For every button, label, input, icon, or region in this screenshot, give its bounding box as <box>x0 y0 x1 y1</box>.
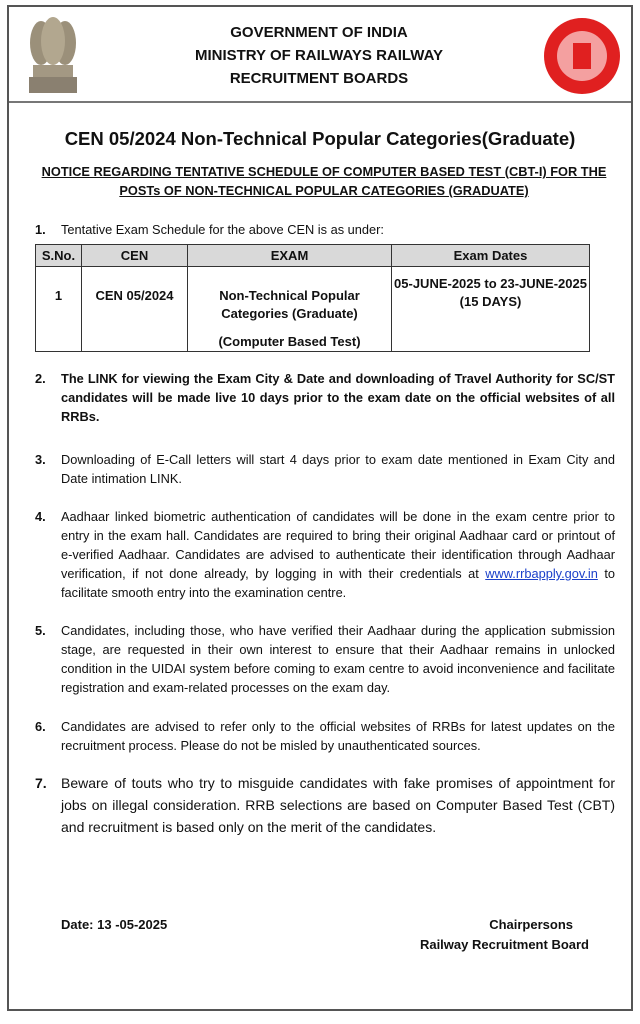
item-7 <box>35 772 615 838</box>
table-row <box>36 267 590 352</box>
item-text: Downloading of E-Call letters will start 4 days prior to exam date mentioned in Exam City and Date intimation LINK. <box>61 452 615 486</box>
exam-mode: (Computer Based Test) <box>218 334 361 349</box>
item-text <box>61 507 615 602</box>
item-number: 6. <box>35 719 46 734</box>
item-text: The LINK for viewing the Exam City & Date and downloading of Travel Authority for SC/ST candidates will be made live 10 days prior to the exam date on the official websites of all RRBs. <box>61 371 615 424</box>
item-text: Candidates, including those, who have verified their Aadhaar during the application submission stage, are requested in their own interest to ensure that their Aadhaar remains in unlocked condition in the UIDAI system before coming to exam centre to avoid inconvenience and facilitate registration and exam-related processes on the exam day. <box>61 623 615 695</box>
item-number: 7. <box>35 775 47 791</box>
signature-block <box>389 915 589 955</box>
cell-exam <box>188 267 392 352</box>
item-number: 3. <box>35 452 46 467</box>
item-5 <box>35 621 615 697</box>
item-6 <box>35 717 615 755</box>
item-text-before: Aadhaar linked biometric authentication of candidates will be done in the exam centre prior to entry in the exam hall. Candidates are required to bring their original Aadhaar card or printout of e-verified Aadhaar. Candidates are advised to authenticate their identification through Aadhaar verification, if not done already, by logging in with their credentials at <box>61 509 615 581</box>
item-1 <box>35 220 615 239</box>
exam-schedule-table <box>35 244 590 352</box>
header-line-3: RECRUITMENT BOARDS <box>229 70 409 87</box>
notice-document <box>7 5 633 1011</box>
item-text: Beware of touts who try to misguide candidates with fake promises of appointment for jobs on illegal consideration. RRB selections are based on Computer Based Test (CBT) and recruitment is based only on the merit of the candidates. <box>61 775 615 835</box>
cell-cen: CEN 05/2024 <box>82 267 188 352</box>
col-header: EXAM <box>188 245 392 267</box>
letterhead <box>9 7 631 103</box>
cell-dates <box>392 267 590 352</box>
col-header: CEN <box>82 245 188 267</box>
item-text-after: to facilitate smooth entry into the examination centre. <box>61 566 615 600</box>
exam-name: Non-Technical Popular Categories (Graduate) <box>219 288 360 321</box>
item-text: Tentative Exam Schedule for the above CEN is as under: <box>61 222 384 237</box>
cell-sno: 1 <box>36 267 82 352</box>
item-number: 4. <box>35 509 46 524</box>
header-line-1: GOVERNMENT OF INDIA <box>230 24 408 41</box>
board-name: Railway Recruitment Board <box>419 937 589 952</box>
item-number: 5. <box>35 623 46 638</box>
col-header: Exam Dates <box>392 245 590 267</box>
exam-days: (15 DAYS) <box>459 294 522 309</box>
header-line-2: MINISTRY OF RAILWAYS RAILWAY <box>194 47 444 64</box>
col-header: S.No. <box>36 245 82 267</box>
indian-railways-logo-icon <box>543 17 621 95</box>
exam-dates: 05-JUNE-2025 to 23-JUNE-2025 <box>394 276 587 291</box>
item-4 <box>35 507 615 602</box>
signatory: Chairpersons <box>489 917 573 932</box>
item-3 <box>35 450 615 488</box>
item-2 <box>35 369 615 426</box>
notice-heading: NOTICE REGARDING TENTATIVE SCHEDULE OF COMPUTER BASED TEST (CBT-I) FOR THE POSTs OF NON-TECHNICAL POPULAR CATEGORIES (GRADUATE) <box>41 164 607 198</box>
item-text: Candidates are advised to refer only to the official websites of RRBs for latest updates on the recruitment process. Please do not be misled by unauthenticated sources. <box>61 719 615 753</box>
notice-date: Date: 13 -05-2025 <box>61 917 168 932</box>
item-number: 2. <box>35 371 46 386</box>
item-number: 1. <box>35 222 46 237</box>
national-emblem-icon <box>25 15 81 95</box>
page-title: CEN 05/2024 Non-Technical Popular Categories(Graduate) <box>64 128 576 149</box>
rrbapply-link[interactable]: www.rrbapply.gov.in <box>485 566 598 581</box>
